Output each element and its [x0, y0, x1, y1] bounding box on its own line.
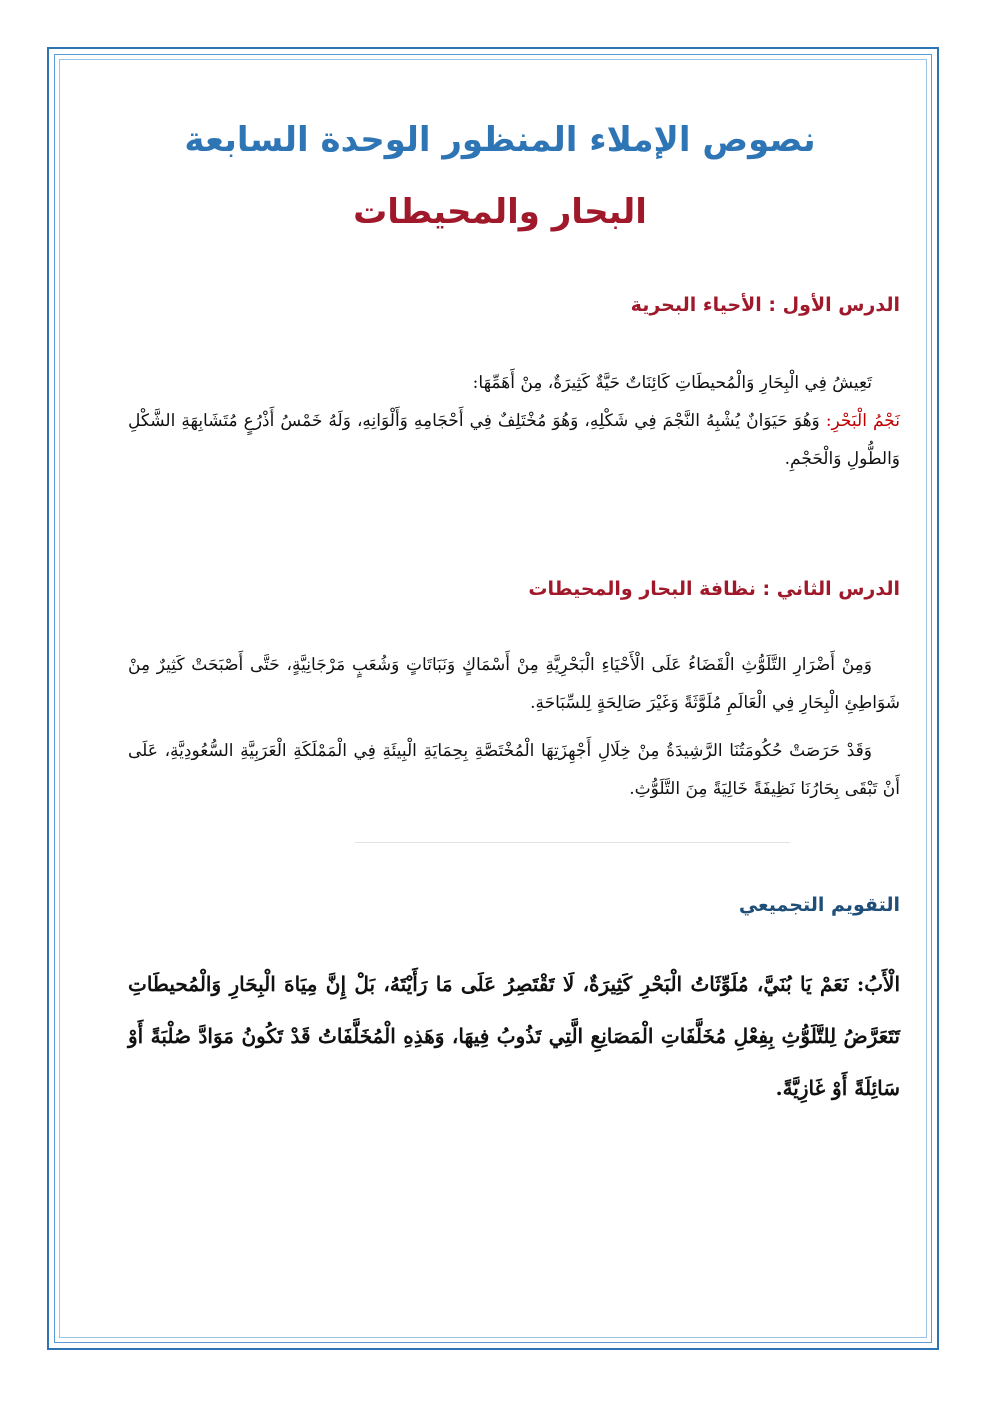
lesson2-paragraph-2 — [128, 732, 900, 808]
section-divider — [355, 842, 790, 843]
starfish-label: نَجْمُ الْبَحْرِ: — [825, 411, 900, 431]
lesson2-paragraph-1 — [128, 646, 900, 722]
lesson1-intro-text: تَعِيشُ فِي الْبِحَارِ وَالْمُحيطَاتِ كَائِنَاتٌ حَيَّةٌ كَثِيرَةٌ، مِنْ أَهَمِّهَا: — [472, 373, 872, 393]
assessment-heading: التقويم التجميعي — [738, 894, 900, 916]
document-subtitle: البحار والمحيطات — [353, 192, 647, 232]
lesson2-heading: الدرس الثاني : نظافة البحار والمحيطات — [528, 578, 900, 600]
lesson2-paragraph-2-text: وَقَدْ حَرَصَتْ حُكُومَتُنَا الرَّشِيدَةُ مِنْ خِلَالِ أَجْهِزَتِهَا الْمُخْتَصَّةِ بِحِمَايَةِ الْبِيئَةِ فِي الْمَمْلَكَةِ الْعَرَبِيَّةِ السُّعُودِيَّةِ، عَلَى أَنْ تَبْقَى بِحَارُنَا نَظِيفَةً خَالِيَةً مِنَ التَّلَوُّثِ. — [128, 741, 900, 799]
lesson2-paragraph-1-text: وَمِنْ أَضْرَارِ التَّلَوُّثِ الْقَضَاءُ عَلَى الْأَحْيَاءِ الْبَحْرِيَّةِ مِنْ أَسْمَاكٍ وَنَبَاتَاتٍ وَشُعَبٍ مَرْجَانِيَّةٍ، حَتَّى أَصْبَحَتْ كَثِيرٌ مِنْ شَوَاطِئِ الْبِحَارِ فِي الْعَالَمِ مُلَوَّثَةً وَغَيْرَ صَالِحَةٍ لِلسِّبَاحَةِ. — [128, 655, 900, 713]
starfish-description: وَهُوَ حَيَوَانٌ يُشْبِهُ النَّجْمَ فِي شَكْلِهِ، وَهُوَ مُخْتَلِفٌ فِي أَحْجَامِهِ وَأَلْوَانِهِ، وَلَهُ خَمْسُ أَذْرُعٍ مُتَشَابِهَةِ الشَّكْلِ وَالطُّولِ وَالْحَجْمِ. — [128, 411, 900, 469]
assessment-text: الْأَبُ: نَعَمْ يَا بُنَيَّ، مُلَوِّثَاتُ الْبَحْرِ كَثِيرَةٌ، لَا تَقْتَصِرُ عَلَى مَا رَأَيْتَهُ، بَلْ إِنَّ مِيَاهَ الْبِحَارِ وَالْمُحيطَاتِ تَتَعَرَّضُ لِلتَّلَوُّثِ بِفِعْلِ مُخَلَّفَاتِ الْمَصَانِعِ الَّتِي تَذُوبُ فِيهَا، وَهَذِهِ الْمُخَلَّفَاتُ قَدْ تَكُونُ مَوَادَّ صُلْبَةً أَوْ سَائِلَةً أَوْ غَازِيَّةً. — [128, 972, 900, 1100]
document-title: نصوص الإملاء المنظور الوحدة السابعة — [184, 120, 816, 160]
assessment-paragraph — [128, 958, 900, 1114]
lesson1-intro — [128, 364, 900, 402]
lesson1-starfish-paragraph — [128, 402, 900, 478]
lesson1-heading: الدرس الأول : الأحياء البحرية — [630, 294, 900, 316]
